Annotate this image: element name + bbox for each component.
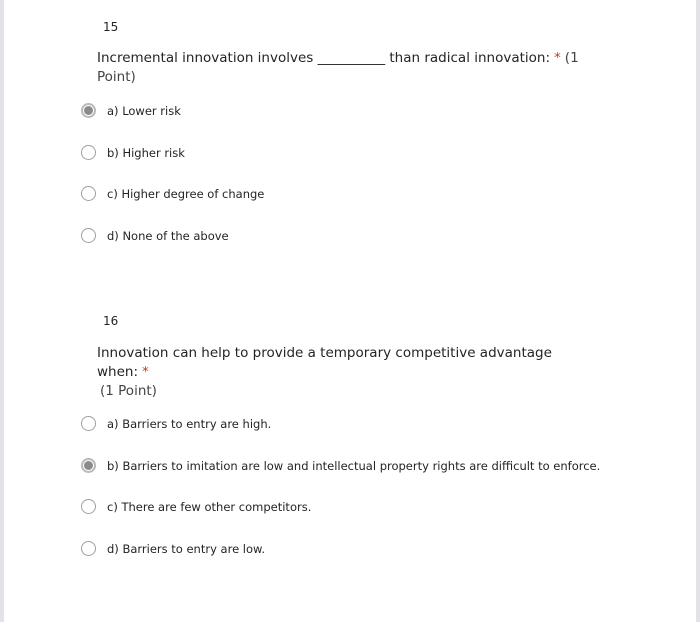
question-number: 16: [103, 314, 119, 328]
points-label: (1 Point): [100, 383, 157, 399]
radio[interactable]: [81, 416, 96, 431]
radio-selected[interactable]: [81, 458, 96, 473]
radio[interactable]: [81, 541, 96, 556]
question-title: Incremental innovation involves __________ than radical innovation: * (1 Point): [97, 50, 579, 85]
option-c[interactable]: c) There are few other competitors.: [81, 499, 311, 514]
option-a[interactable]: a) Barriers to entry are high.: [81, 416, 271, 431]
required-marker: *: [554, 50, 561, 66]
points-label: (1 Point): [97, 50, 579, 85]
radio-selected[interactable]: [81, 103, 96, 118]
required-marker: *: [142, 364, 149, 380]
question-title: Innovation can help to provide a temporary competitive advantage when: * (1 Point): [97, 345, 552, 399]
option-d[interactable]: d) Barriers to entry are low.: [81, 541, 265, 556]
option-d[interactable]: d) None of the above: [81, 228, 229, 243]
radio[interactable]: [81, 499, 96, 514]
left-border: [0, 0, 4, 622]
radio[interactable]: [81, 145, 96, 160]
right-border: [696, 0, 700, 622]
question-number: 15: [103, 20, 119, 34]
option-b[interactable]: b) Barriers to imitation are low and intellectual property rights are difficult to enforce.: [81, 458, 600, 473]
option-a[interactable]: a) Lower risk: [81, 103, 181, 118]
option-b[interactable]: b) Higher risk: [81, 145, 185, 160]
radio[interactable]: [81, 228, 96, 243]
option-c[interactable]: c) Higher degree of change: [81, 186, 264, 201]
radio[interactable]: [81, 186, 96, 201]
